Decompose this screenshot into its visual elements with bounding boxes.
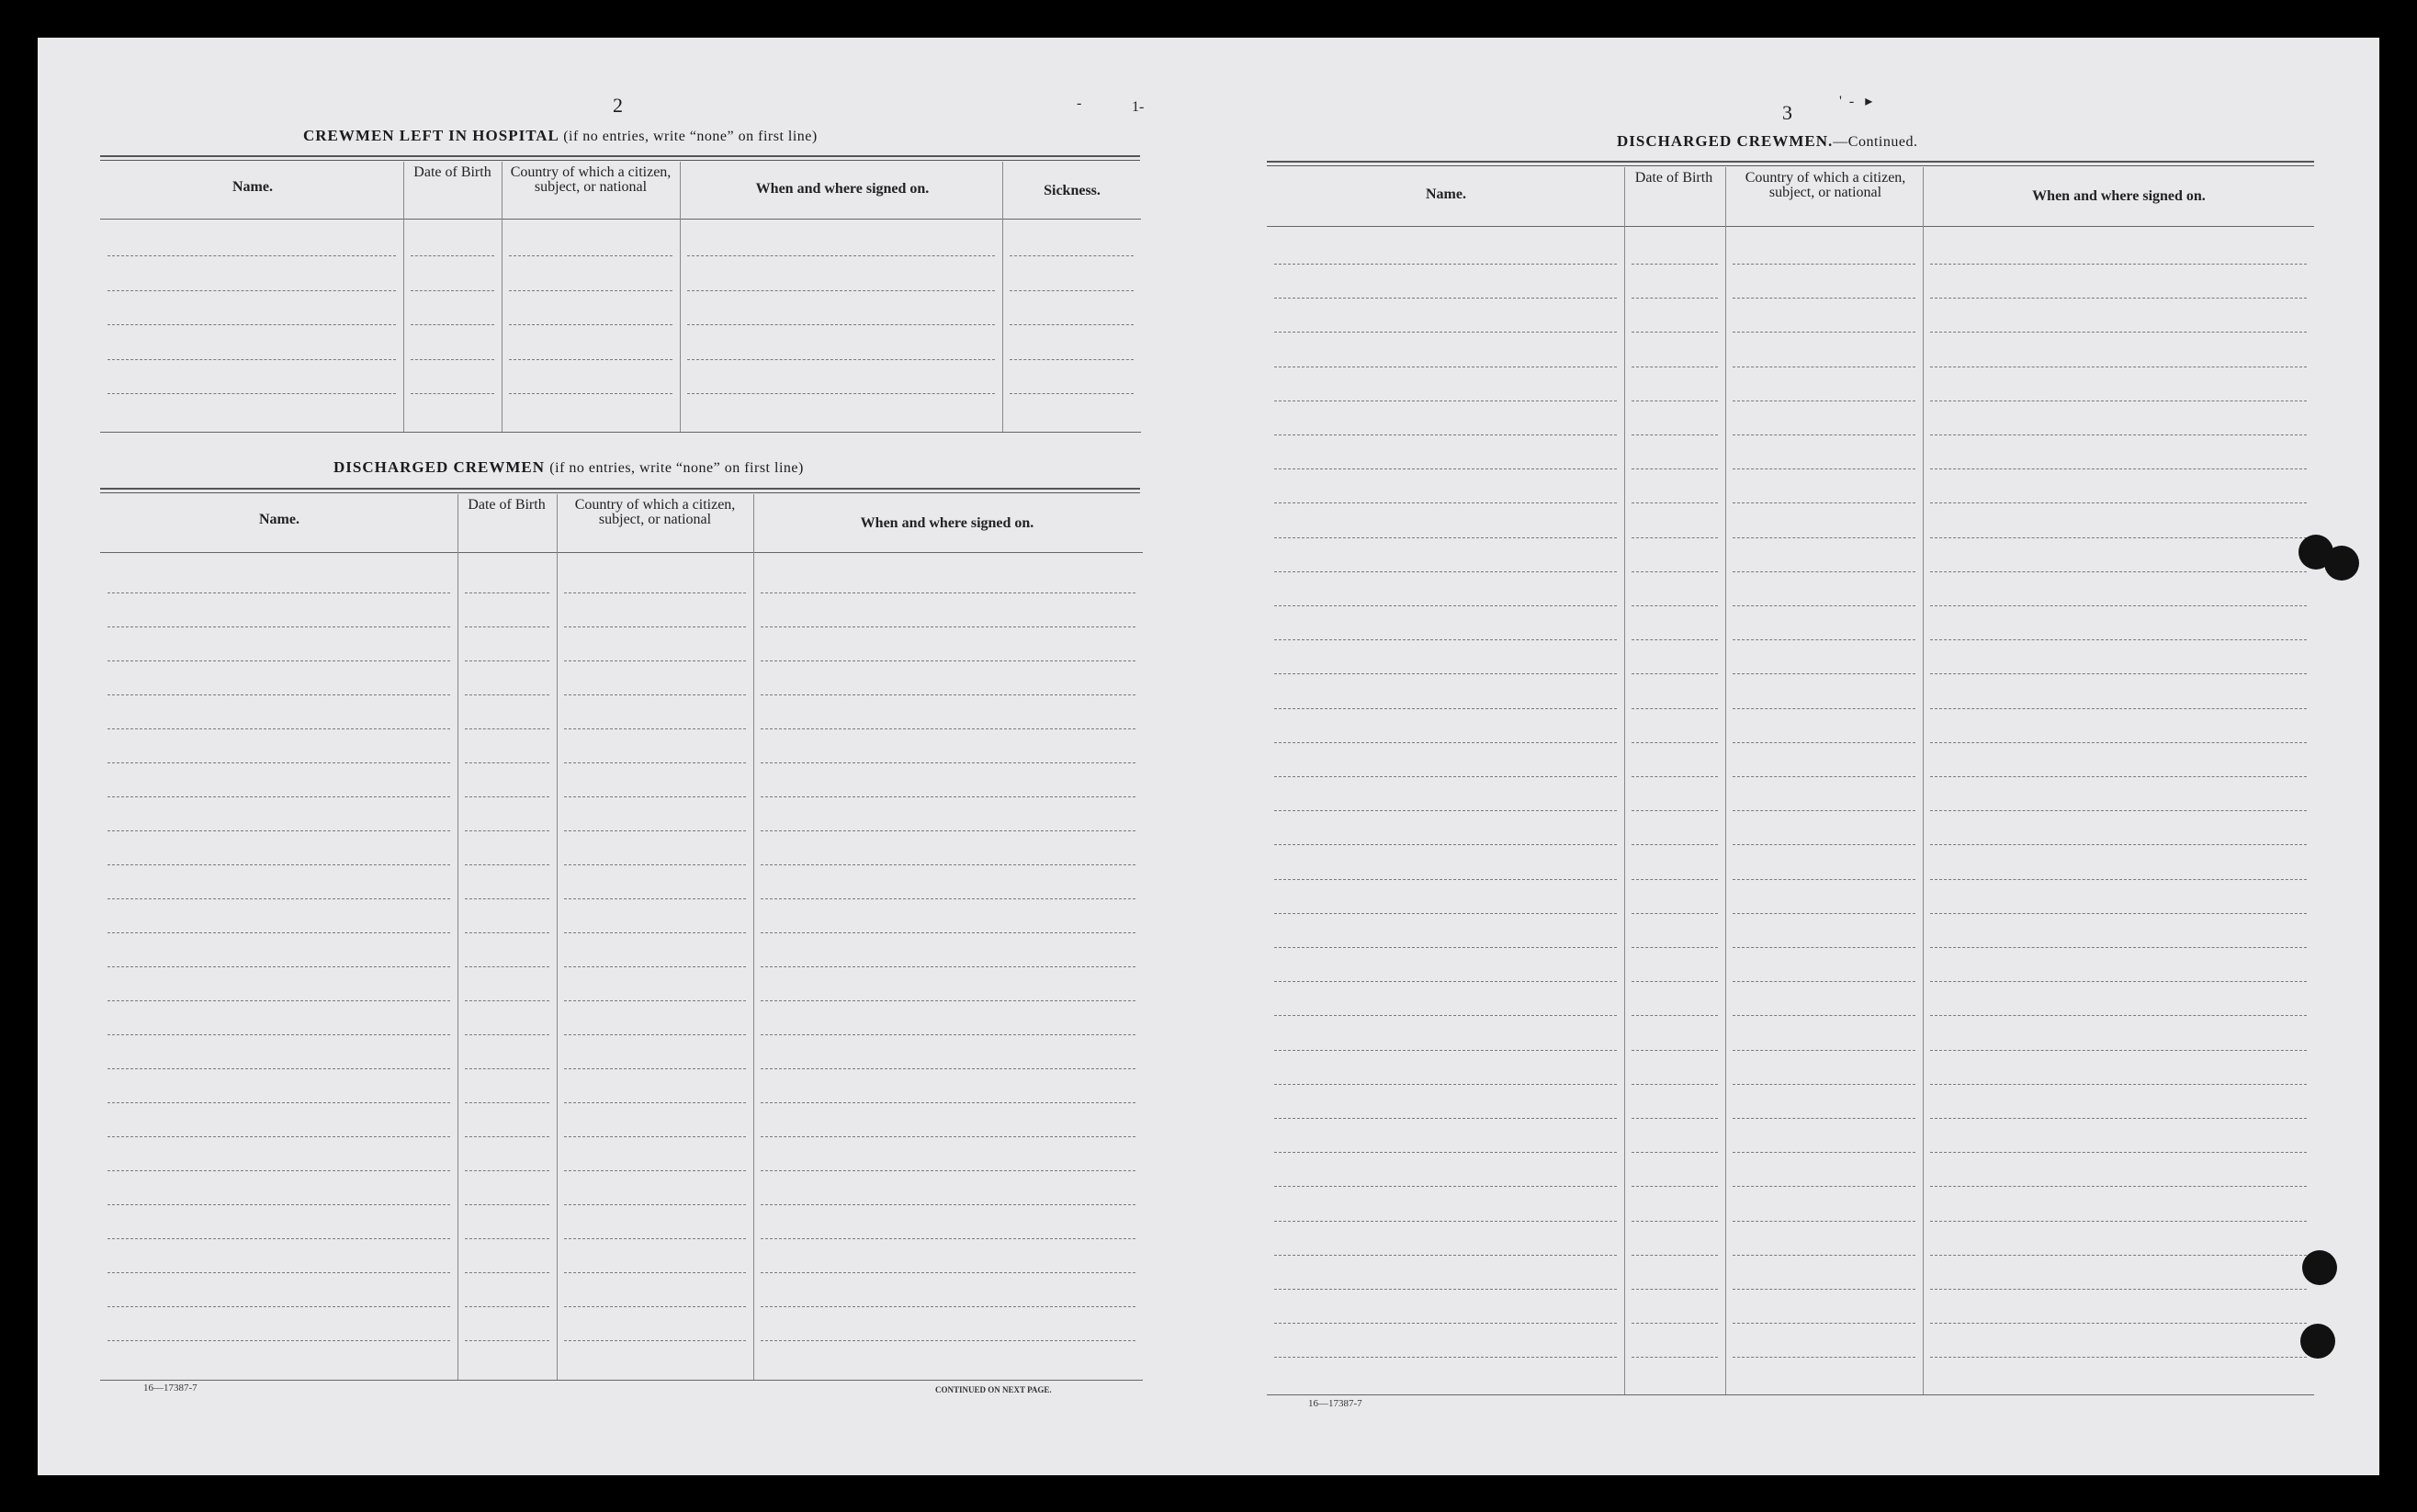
ruled-row-line [687, 324, 995, 325]
ruled-row-line [1010, 359, 1134, 360]
ruled-row-line [465, 728, 549, 729]
ruled-row-line [107, 1102, 450, 1103]
ruled-row-line [687, 359, 995, 360]
ruled-row-line [465, 1000, 549, 1001]
ruled-row-line [1733, 947, 1915, 948]
ruled-row-line [465, 1204, 549, 1205]
ruled-row-line [1274, 1015, 1617, 1016]
ruled-row-line [1733, 1357, 1915, 1358]
ruled-row-line [1632, 708, 1718, 709]
ruled-row-line [1930, 1186, 2307, 1187]
ruled-row-line [564, 830, 746, 831]
ruled-row-line [761, 1068, 1135, 1069]
ruled-row-line [1930, 1357, 2307, 1358]
ruled-row-line [564, 728, 746, 729]
ruled-row-line [1632, 1255, 1718, 1256]
ruled-row-line [761, 660, 1135, 661]
right-col-country: Country of which a citizen, subject, or national [1745, 170, 1906, 200]
ruled-row-line [465, 932, 549, 933]
ruled-row-line [1274, 537, 1617, 538]
ruled-row-line [1733, 1015, 1915, 1016]
continued-note: CONTINUED ON NEXT PAGE. [935, 1385, 1052, 1394]
ruled-row-line [1733, 537, 1915, 538]
ruled-row-line [107, 1306, 450, 1307]
ruled-row-line [761, 592, 1135, 593]
ruled-row-line [1274, 1323, 1617, 1324]
table-header-rule [1267, 226, 2314, 227]
ruled-row-line [761, 796, 1135, 797]
ruled-row-line [761, 1306, 1135, 1307]
ruled-row-line [1274, 1255, 1617, 1256]
ruled-row-line [564, 1272, 746, 1273]
ruled-row-line [465, 592, 549, 593]
ruled-row-line [509, 255, 672, 256]
ruled-row-line [107, 728, 450, 729]
ruled-row-line [465, 762, 549, 763]
ruled-row-line [564, 592, 746, 593]
ruled-row-line [1733, 1084, 1915, 1085]
punch-hole [2302, 1250, 2337, 1285]
column-divider [502, 162, 503, 432]
hospital-title-text: CREWMEN LEFT IN HOSPITAL [303, 127, 559, 144]
ruled-row-line [1632, 502, 1718, 503]
ruled-row-line [1632, 810, 1718, 811]
ruled-row-line [1632, 1289, 1718, 1290]
ruled-row-line [761, 1102, 1135, 1103]
ruled-row-line [1733, 298, 1915, 299]
ruled-row-line [465, 694, 549, 695]
stray-mark: - [1077, 96, 1082, 111]
discharged-title-text: DISCHARGED CREWMEN [333, 458, 546, 476]
ruled-row-line [687, 290, 995, 291]
ruled-row-line [107, 1000, 450, 1001]
ruled-row-line [1733, 879, 1915, 880]
ruled-row-line [465, 796, 549, 797]
ruled-row-line [1733, 1186, 1915, 1187]
hospital-col-country: Country of which a citizen, subject, or national [510, 164, 672, 195]
ruled-row-line [1930, 947, 2307, 948]
ruled-row-line [107, 1238, 450, 1239]
right-title-suffix: —Continued. [1833, 134, 1918, 150]
ruled-row-line [1274, 1118, 1617, 1119]
ruled-row-line [1733, 776, 1915, 777]
discharged-col-country: Country of which a citizen, subject, or national [574, 497, 736, 527]
discharged-title [333, 458, 804, 477]
ruled-row-line [1733, 844, 1915, 845]
right-title [1617, 132, 1917, 151]
ruled-row-line [761, 1238, 1135, 1239]
ruled-row-line [1733, 1152, 1915, 1153]
ruled-row-line [107, 762, 450, 763]
ruled-row-line [564, 1204, 746, 1205]
ruled-row-line [1930, 1255, 2307, 1256]
ruled-row-line [1632, 947, 1718, 948]
right-col-dob: Date of Birth [1634, 170, 1713, 186]
ruled-row-line [761, 864, 1135, 865]
ruled-row-line [1733, 810, 1915, 811]
ruled-row-line [107, 359, 396, 360]
ruled-row-line [107, 1340, 450, 1341]
ruled-row-line [1274, 913, 1617, 914]
ruled-row-line [1274, 571, 1617, 572]
hospital-col-sickness: Sickness. [1044, 183, 1101, 198]
ruled-row-line [1930, 981, 2307, 982]
ruled-row-line [411, 255, 494, 256]
ruled-row-line [1632, 1118, 1718, 1119]
ruled-row-line [1632, 1323, 1718, 1324]
ruled-row-line [1274, 981, 1617, 982]
ruled-row-line [564, 1306, 746, 1307]
ruled-row-line [107, 932, 450, 933]
ruled-row-line [1632, 1186, 1718, 1187]
ruled-row-line [1733, 468, 1915, 469]
ruled-row-line [1632, 468, 1718, 469]
ruled-row-line [1010, 393, 1134, 394]
ruled-row-line [107, 393, 396, 394]
ruled-row-line [1930, 708, 2307, 709]
right-page-number: 3 [1782, 101, 1792, 124]
ruled-row-line [564, 932, 746, 933]
ruled-row-line [1930, 332, 2307, 333]
ruled-row-line [1632, 605, 1718, 606]
ruled-row-line [1930, 810, 2307, 811]
ruled-row-line [1274, 1152, 1617, 1153]
ruled-row-line [1733, 502, 1915, 503]
ruled-row-line [564, 1340, 746, 1341]
ruled-row-line [1930, 605, 2307, 606]
ruled-row-line [564, 1238, 746, 1239]
document-sheet [38, 38, 2379, 1475]
ruled-row-line [1632, 879, 1718, 880]
ruled-row-line [1274, 468, 1617, 469]
ruled-row-line [465, 1102, 549, 1103]
ruled-row-line [1274, 742, 1617, 743]
ruled-row-line [1274, 947, 1617, 948]
ruled-row-line [1733, 264, 1915, 265]
column-divider [457, 494, 458, 1380]
ruled-row-line [1930, 298, 2307, 299]
ruled-row-line [1632, 571, 1718, 572]
left-page-number: 2 [613, 94, 623, 117]
ruled-row-line [564, 626, 746, 627]
hospital-col-name: Name. [232, 179, 273, 195]
ruled-row-line [509, 324, 672, 325]
ruled-row-line [465, 1034, 549, 1035]
ruled-row-line [1274, 434, 1617, 435]
ruled-row-line [1733, 332, 1915, 333]
ruled-row-line [1274, 264, 1617, 265]
ruled-row-line [761, 1034, 1135, 1035]
ruled-row-line [1274, 1084, 1617, 1085]
ruled-row-line [761, 1340, 1135, 1341]
right-col-name: Name. [1426, 186, 1466, 202]
ruled-row-line [107, 1170, 450, 1171]
punch-hole [2324, 546, 2359, 581]
ruled-row-line [1274, 1186, 1617, 1187]
ruled-row-line [107, 1034, 450, 1035]
ruled-row-line [1930, 571, 2307, 572]
ruled-row-line [1930, 1118, 2307, 1119]
ruled-row-line [1274, 332, 1617, 333]
ruled-row-line [1930, 1152, 2307, 1153]
ruled-row-line [107, 290, 396, 291]
ruled-row-line [1733, 1221, 1915, 1222]
ruled-row-line [1930, 468, 2307, 469]
ruled-row-line [761, 1170, 1135, 1171]
ruled-row-line [1733, 1255, 1915, 1256]
ruled-row-line [1733, 673, 1915, 674]
ruled-row-line [1930, 1289, 2307, 1290]
discharged-col-signed: When and where signed on. [860, 515, 1034, 531]
ruled-row-line [107, 255, 396, 256]
column-divider [1002, 162, 1003, 432]
ruled-row-line [107, 1204, 450, 1205]
table-header-rule [100, 219, 1141, 220]
ruled-row-line [1930, 434, 2307, 435]
discharged-title-note: (if no entries, write “none” on first line) [549, 460, 804, 476]
ruled-row-line [465, 1238, 549, 1239]
ruled-row-line [1632, 537, 1718, 538]
ruled-row-line [509, 393, 672, 394]
ruled-row-line [411, 359, 494, 360]
ruled-row-line [1930, 913, 2307, 914]
ruled-row-line [761, 728, 1135, 729]
ruled-row-line [1632, 1152, 1718, 1153]
right-footer-code: 16—17387-7 [1308, 1398, 1362, 1409]
ruled-row-line [1274, 1289, 1617, 1290]
ruled-row-line [1010, 290, 1134, 291]
ruled-row-line [1274, 708, 1617, 709]
ruled-row-line [1632, 1357, 1718, 1358]
ruled-row-line [465, 1272, 549, 1273]
ruled-row-line [107, 898, 450, 899]
ruled-row-line [761, 830, 1135, 831]
ruled-row-line [1274, 1357, 1617, 1358]
ruled-row-line [1010, 255, 1134, 256]
ruled-row-line [1274, 1221, 1617, 1222]
ruled-row-line [1632, 844, 1718, 845]
ruled-row-line [564, 1000, 746, 1001]
ruled-row-line [1274, 502, 1617, 503]
ruled-row-line [1632, 264, 1718, 265]
ruled-row-line [1733, 605, 1915, 606]
ruled-row-line [1632, 673, 1718, 674]
ruled-row-line [107, 864, 450, 865]
ruled-row-line [1930, 1084, 2307, 1085]
ruled-row-line [1930, 1015, 2307, 1016]
ruled-row-line [1274, 776, 1617, 777]
ruled-row-line [564, 1136, 746, 1137]
ruled-row-line [107, 796, 450, 797]
ruled-row-line [1632, 742, 1718, 743]
ruled-row-line [1733, 1323, 1915, 1324]
ruled-row-line [564, 1170, 746, 1171]
ruled-row-line [107, 324, 396, 325]
ruled-row-line [1930, 639, 2307, 640]
ruled-row-line [687, 255, 995, 256]
ruled-row-line [1274, 879, 1617, 880]
right-title-text: DISCHARGED CREWMEN. [1617, 132, 1834, 150]
ruled-row-line [411, 324, 494, 325]
ruled-row-line [465, 1170, 549, 1171]
ruled-row-line [1930, 1050, 2307, 1051]
ruled-row-line [107, 626, 450, 627]
ruled-row-line [465, 898, 549, 899]
ruled-row-line [564, 1102, 746, 1103]
ruled-row-line [465, 864, 549, 865]
ruled-row-line [107, 1136, 450, 1137]
ruled-row-line [1632, 1221, 1718, 1222]
ruled-row-line [411, 290, 494, 291]
column-divider [1923, 167, 1924, 1394]
column-divider [1725, 167, 1726, 1394]
ruled-row-line [509, 290, 672, 291]
ruled-row-line [465, 1136, 549, 1137]
ruled-row-line [107, 694, 450, 695]
column-divider [753, 494, 754, 1380]
ruled-row-line [1733, 1289, 1915, 1290]
ruled-row-line [1930, 844, 2307, 845]
hospital-col-signed: When and where signed on. [755, 181, 930, 197]
ruled-row-line [1274, 639, 1617, 640]
ruled-row-line [564, 694, 746, 695]
ruled-row-line [761, 1136, 1135, 1137]
ruled-row-line [564, 1068, 746, 1069]
ruled-row-line [465, 626, 549, 627]
ruled-row-line [465, 1306, 549, 1307]
ruled-row-line [761, 762, 1135, 763]
column-divider [557, 494, 558, 1380]
ruled-row-line [1733, 1118, 1915, 1119]
ruled-row-line [761, 626, 1135, 627]
ruled-row-line [1632, 298, 1718, 299]
ruled-row-line [564, 660, 746, 661]
ruled-row-line [1632, 639, 1718, 640]
ruled-row-line [761, 1272, 1135, 1273]
ruled-row-line [1930, 502, 2307, 503]
stray-mark: 1- [1132, 99, 1145, 115]
ruled-row-line [1010, 324, 1134, 325]
ruled-row-line [509, 359, 672, 360]
ruled-row-line [1930, 776, 2307, 777]
ruled-row-line [1733, 434, 1915, 435]
ruled-row-line [1274, 605, 1617, 606]
ruled-row-line [1930, 742, 2307, 743]
ruled-row-line [1274, 298, 1617, 299]
ruled-row-line [1930, 673, 2307, 674]
ruled-row-line [1930, 1323, 2307, 1324]
ruled-row-line [564, 898, 746, 899]
column-divider [403, 162, 404, 432]
ruled-row-line [1274, 673, 1617, 674]
ruled-row-line [1632, 1050, 1718, 1051]
discharged-col-name: Name. [259, 512, 299, 527]
ruled-row-line [465, 830, 549, 831]
ruled-row-line [465, 1340, 549, 1341]
ruled-row-line [107, 592, 450, 593]
ruled-row-line [1930, 1221, 2307, 1222]
ruled-row-line [761, 932, 1135, 933]
ruled-row-line [1733, 1050, 1915, 1051]
ruled-row-line [1733, 742, 1915, 743]
ruled-row-line [1733, 981, 1915, 982]
ruled-row-line [1632, 434, 1718, 435]
ruled-row-line [761, 1000, 1135, 1001]
ruled-row-line [1733, 639, 1915, 640]
ruled-row-line [1733, 708, 1915, 709]
stray-mark: ' - ▸ [1839, 94, 1873, 109]
ruled-row-line [465, 966, 549, 967]
ruled-row-line [1930, 879, 2307, 880]
ruled-row-line [465, 660, 549, 661]
ruled-row-line [564, 966, 746, 967]
ruled-row-line [1632, 1084, 1718, 1085]
discharged-col-dob: Date of Birth [468, 497, 546, 513]
ruled-row-line [1632, 981, 1718, 982]
ruled-row-line [107, 1272, 450, 1273]
ruled-row-line [1930, 264, 2307, 265]
discharged-top-rule [100, 488, 1140, 493]
hospital-top-rule [100, 155, 1140, 161]
ruled-row-line [564, 762, 746, 763]
column-divider [680, 162, 681, 432]
punch-hole [2300, 1324, 2335, 1359]
ruled-row-line [1632, 776, 1718, 777]
ruled-row-line [761, 694, 1135, 695]
ruled-row-line [564, 796, 746, 797]
right-col-signed: When and where signed on. [2032, 188, 2206, 204]
table-bottom-rule [100, 1380, 1143, 1381]
ruled-row-line [1632, 332, 1718, 333]
ruled-row-line [107, 966, 450, 967]
ruled-row-line [107, 660, 450, 661]
ruled-row-line [1274, 810, 1617, 811]
ruled-row-line [761, 1204, 1135, 1205]
hospital-col-dob: Date of Birth [413, 164, 491, 180]
ruled-row-line [1274, 1050, 1617, 1051]
hospital-title-note: (if no entries, write “none” on first line) [563, 129, 818, 144]
ruled-row-line [687, 393, 995, 394]
ruled-row-line [564, 864, 746, 865]
hospital-title [303, 127, 818, 145]
ruled-row-line [1733, 913, 1915, 914]
ruled-row-line [1632, 1015, 1718, 1016]
ruled-row-line [1632, 913, 1718, 914]
ruled-row-line [1733, 571, 1915, 572]
ruled-row-line [564, 1034, 746, 1035]
ruled-row-line [761, 966, 1135, 967]
ruled-row-line [107, 1068, 450, 1069]
column-divider [1624, 167, 1625, 1394]
left-footer-code: 16—17387-7 [143, 1382, 198, 1394]
ruled-row-line [465, 1068, 549, 1069]
ruled-row-line [761, 898, 1135, 899]
ruled-row-line [1930, 537, 2307, 538]
right-top-rule [1267, 161, 2314, 166]
ruled-row-line [107, 830, 450, 831]
table-bottom-rule [1267, 1394, 2314, 1395]
table-header-rule [100, 552, 1143, 553]
table-bottom-rule [100, 432, 1141, 433]
ruled-row-line [1274, 844, 1617, 845]
ruled-row-line [411, 393, 494, 394]
